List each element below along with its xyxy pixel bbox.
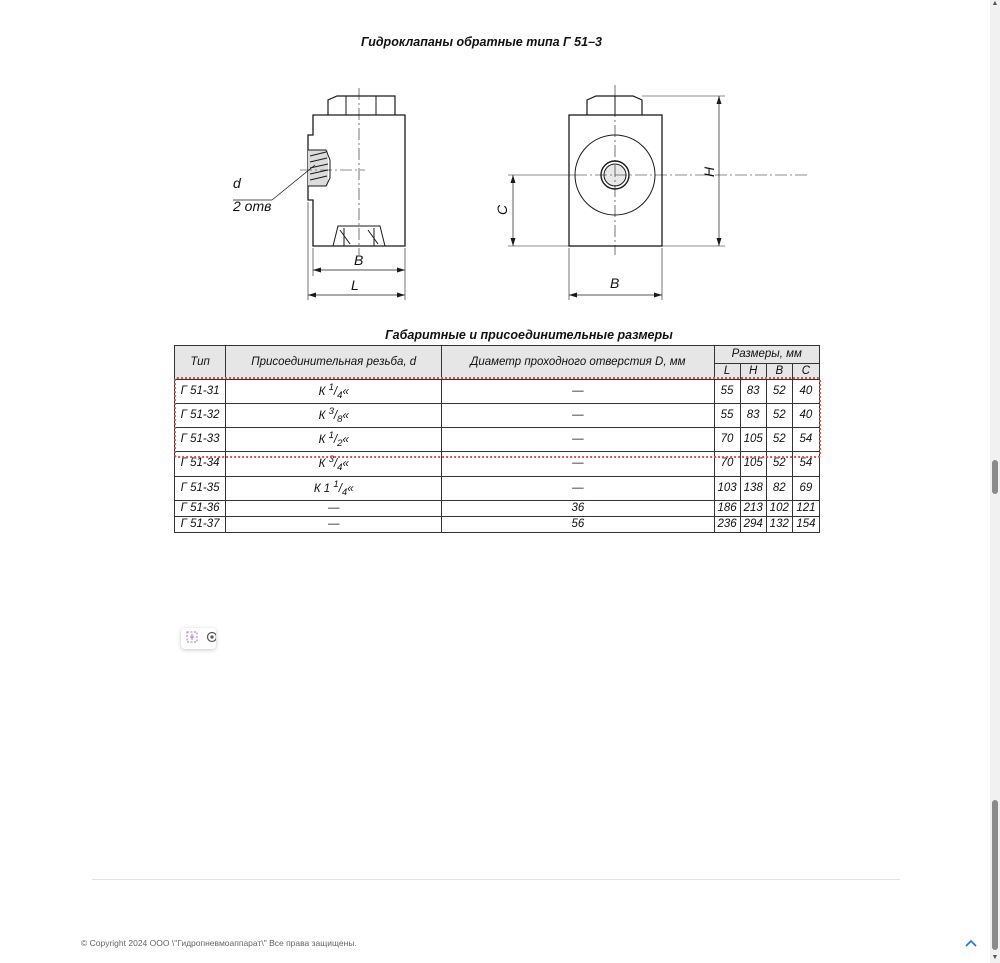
scroll-down-arrow-icon[interactable]: ▼ — [991, 954, 999, 961]
cell-diameter: — — [442, 404, 714, 428]
cell-l: 70 — [714, 428, 740, 452]
cell-diameter: — — [442, 428, 714, 452]
selection-highlight — [174, 377, 821, 458]
label-holes: 2 отв — [233, 198, 272, 214]
cell-thread: К 1 $^1/_4«$ — [226, 476, 442, 500]
header-c: C — [792, 364, 819, 380]
cell-h: 83 — [740, 404, 766, 428]
header-thread: Присоединительная резьба, d — [226, 346, 442, 380]
label-c: C — [494, 204, 510, 215]
table-row — [175, 500, 820, 516]
label-b-side: B — [354, 252, 364, 268]
header-b: B — [766, 364, 792, 380]
cell-h: 294 — [740, 516, 766, 532]
cell-type: Г 51-34 — [175, 452, 226, 476]
cell-c: 40 — [792, 380, 819, 404]
cell-type: Г 51-35 — [175, 476, 226, 500]
cell-h: 83 — [740, 380, 766, 404]
header-diameter: Диаметр проходного отверстия D, мм — [442, 346, 714, 380]
cell-thread: — — [226, 516, 442, 532]
cell-thread: К $^3/_8«$ — [226, 404, 442, 428]
cell-l: 55 — [714, 404, 740, 428]
cell-c: 121 — [792, 500, 819, 516]
cell-diameter: 36 — [442, 500, 714, 516]
cell-type: Г 51-37 — [175, 516, 226, 532]
cell-l: 186 — [714, 500, 740, 516]
scroll-up-arrow-icon[interactable]: ▲ — [991, 0, 999, 7]
cell-thread: К $^3/_4«$ — [226, 452, 442, 476]
label-l: L — [351, 277, 359, 293]
header-dimensions: Размеры, мм — [714, 346, 820, 364]
cell-c: 69 — [792, 476, 819, 500]
cell-diameter: 56 — [442, 516, 714, 532]
cell-c: 40 — [792, 404, 819, 428]
table-row — [175, 516, 820, 532]
header-l: L — [714, 364, 740, 380]
label-b-front: B — [610, 275, 620, 291]
table-title: Габаритные и присоединительные размеры — [385, 328, 673, 342]
cell-b: 52 — [766, 452, 792, 476]
header-type: Тип — [175, 346, 226, 380]
cell-b: 52 — [766, 428, 792, 452]
cell-c: 54 — [792, 452, 819, 476]
cell-h: 213 — [740, 500, 766, 516]
cell-thread: — — [226, 500, 442, 516]
table-row — [175, 476, 820, 500]
cell-b: 52 — [766, 404, 792, 428]
cell-h: 138 — [740, 476, 766, 500]
cell-diameter: — — [442, 476, 714, 500]
front-view — [494, 85, 810, 300]
cell-b: 52 — [766, 380, 792, 404]
copyright-text: © Copyright 2024 ООО \"Гидропневмоаппарат\" Все права защищены. — [81, 938, 357, 948]
cell-diameter: — — [442, 452, 714, 476]
cell-type: Г 51-33 — [175, 428, 226, 452]
scrollbar-thumb-secondary[interactable] — [992, 800, 998, 950]
cell-type: Г 51-31 — [175, 380, 226, 404]
cell-thread: К $^1/_4«$ — [226, 380, 442, 404]
cell-c: 54 — [792, 428, 819, 452]
cell-c: 154 — [792, 516, 819, 532]
footer-divider — [92, 879, 900, 880]
cell-h: 105 — [740, 428, 766, 452]
cell-type: Г 51-32 — [175, 404, 226, 428]
cell-l: 70 — [714, 452, 740, 476]
copy-icon[interactable] — [205, 631, 216, 645]
cell-l: 236 — [714, 516, 740, 532]
cell-thread: К $^1/_2«$ — [226, 428, 442, 452]
scrollbar-thumb[interactable] — [992, 460, 998, 494]
cell-type: Г 51-36 — [175, 500, 226, 516]
chevron-up-icon — [964, 936, 978, 950]
cell-b: 132 — [766, 516, 792, 532]
header-h: H — [740, 364, 766, 380]
text-select-icon[interactable] — [185, 631, 199, 645]
cell-l: 55 — [714, 380, 740, 404]
floating-toolbar — [181, 628, 216, 649]
label-h: H — [701, 166, 717, 177]
cell-b: 82 — [766, 476, 792, 500]
label-d: d — [233, 175, 241, 191]
cell-l: 103 — [714, 476, 740, 500]
valve-drawing — [180, 78, 830, 303]
side-view — [232, 88, 405, 300]
scroll-to-top-button[interactable] — [964, 936, 978, 955]
vertical-scrollbar[interactable] — [990, 0, 1000, 963]
page-title: Гидроклапаны обратные типа Г 51–3 — [361, 35, 602, 49]
cell-b: 102 — [766, 500, 792, 516]
cell-diameter: — — [442, 380, 714, 404]
cell-h: 105 — [740, 452, 766, 476]
